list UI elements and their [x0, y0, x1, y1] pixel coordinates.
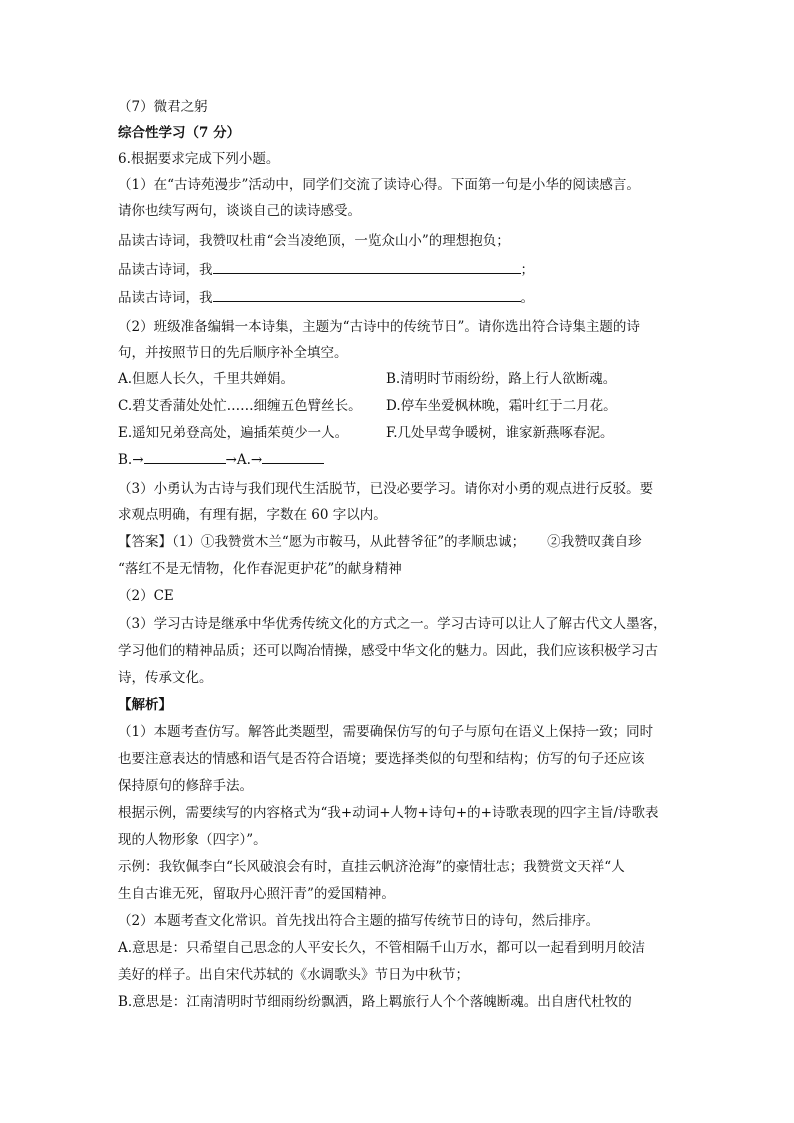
sequence-fill [118, 451, 678, 469]
analysis-example-line1: 示例：我钦佩李白“长风破浪会有时，直挂云帆济沧海”的豪情壮志；我赞赏文天祥“人 [118, 859, 625, 875]
option-f: F.几处早莺争暖树，谁家新燕啄春泥。 [386, 425, 614, 441]
analysis-a-line1: A.意思是：只希望自己思念的人平安长久，不管相隔千山万水，都可以一起看到明月皎洁 [118, 940, 646, 956]
answer-3-line3: 诗，传承文化。 [118, 670, 213, 686]
answer-line2: “落红不是无情物，化作春泥更护花”的献身精神 [118, 561, 402, 577]
answer-blank[interactable] [213, 261, 521, 274]
analysis-1-line3: 保持原句的修辞手法。 [118, 778, 253, 794]
q1-fill-line1 [118, 261, 678, 279]
answer-line1 [118, 533, 678, 551]
option-e: E.遥知兄弟登高处，遍插茱萸少一人。 [118, 425, 349, 441]
option-c: C.碧艾香蒲处处忙……细缠五色臂丝长。 [118, 398, 362, 414]
answer-3-line1: （3）学习古诗是继承中华优秀传统文化的方式之一。学习古诗可以让人了解古代文人墨客， [118, 616, 667, 632]
analysis-format-line1: 根据示例，需要续写的内容格式为“我+动词+人物+诗句+的+诗歌表现的四字主旨/诗歌表 [118, 805, 659, 821]
sequence-blank[interactable] [144, 451, 226, 464]
q1-fill-line2 [118, 289, 678, 307]
question-6: 6.根据要求完成下列小题。 [118, 151, 280, 167]
analysis-1-line1: （1）本题考查仿写。解答此类题型，需要确保仿写的句子与原句在语义上保持一致；同时 [118, 724, 654, 740]
answer-2: （2）CE [118, 588, 174, 604]
analysis-heading: 【解析】 [118, 697, 172, 713]
analysis-format-line2: 现的人物形象（四字）”。 [118, 832, 267, 848]
q1-example: 品读古诗词，我赞叹杜甫“会当凌绝顶，一览众山小”的理想抱负； [118, 233, 510, 249]
analysis-b-line1: B.意思是：江南清明时节细雨纷纷飘洒，路上羁旅行人个个落魄断魂。出自唐代杜牧的 [118, 994, 632, 1010]
analysis-example-line2: 生自古谁无死，留取丹心照汗青”的爱国精神。 [118, 886, 395, 902]
option-d: D.停车坐爱枫林晚，霜叶红于二月花。 [386, 398, 617, 414]
option-b: B.清明时节雨纷纷，路上行人欲断魂。 [386, 371, 617, 387]
answer-3-line2: 学习他们的精神品质；还可以陶冶情操，感受中华文化的魅力。因此，我们应该积极学习古 [118, 643, 658, 659]
fill-prefix: 品读古诗词，我 [118, 262, 213, 278]
item-7: （7）微君之躬 [118, 99, 208, 115]
fill-prefix: 品读古诗词，我 [118, 290, 213, 306]
q2-prompt-line1: （2）班级准备编辑一本诗集，主题为“古诗中的传统节日”。请你选出符合诗集主题的诗 [118, 319, 640, 335]
analysis-1-line2: 也要注意表达的情感和语气是否符合语境；要选择类似的句型和结构；仿写的句子还应该 [118, 751, 645, 767]
q1-prompt-line1: （1）在“古诗苑漫步”活动中，同学们交流了读诗心得。下面第一句是小华的阅读感言。 [118, 177, 640, 193]
fill-suffix: ； [520, 262, 534, 278]
sequence-mid: →A.→ [225, 452, 263, 468]
fill-suffix: 。 [520, 290, 534, 306]
answer-blank[interactable] [213, 289, 521, 302]
analysis-a-line2: 美好的样子。出自宋代苏轼的《水调歌头》节日为中秋节； [118, 967, 469, 983]
q2-prompt-line2: 句，并按照节日的先后顺序补全填空。 [118, 345, 348, 361]
section-heading: 综合性学习（7 分） [118, 125, 241, 141]
q3-prompt-line2: 求观点明确，有理有据，字数在 60 字以内。 [118, 507, 387, 523]
q1-prompt-line2: 请你也续写两句，谈谈自己的读诗感受。 [118, 203, 361, 219]
sequence-start: B.→ [118, 452, 144, 468]
sequence-blank[interactable] [262, 451, 324, 464]
answer-part1: 【答案】（1）①我赞赏木兰“愿为市鞍马，从此替爷征”的孝顺忠诚； [118, 534, 526, 550]
analysis-2-intro: （2）本题考查文化常识。首先找出符合主题的描写传统节日的诗句，然后排序。 [118, 913, 600, 929]
answer-part2: ②我赞叹龚自珍 [547, 534, 642, 550]
option-a: A.但愿人长久，千里共婵娟。 [118, 371, 295, 387]
q3-prompt-line1: （3）小勇认为古诗与我们现代生活脱节，已没必要学习。请你对小勇的观点进行反驳。要 [118, 481, 654, 497]
